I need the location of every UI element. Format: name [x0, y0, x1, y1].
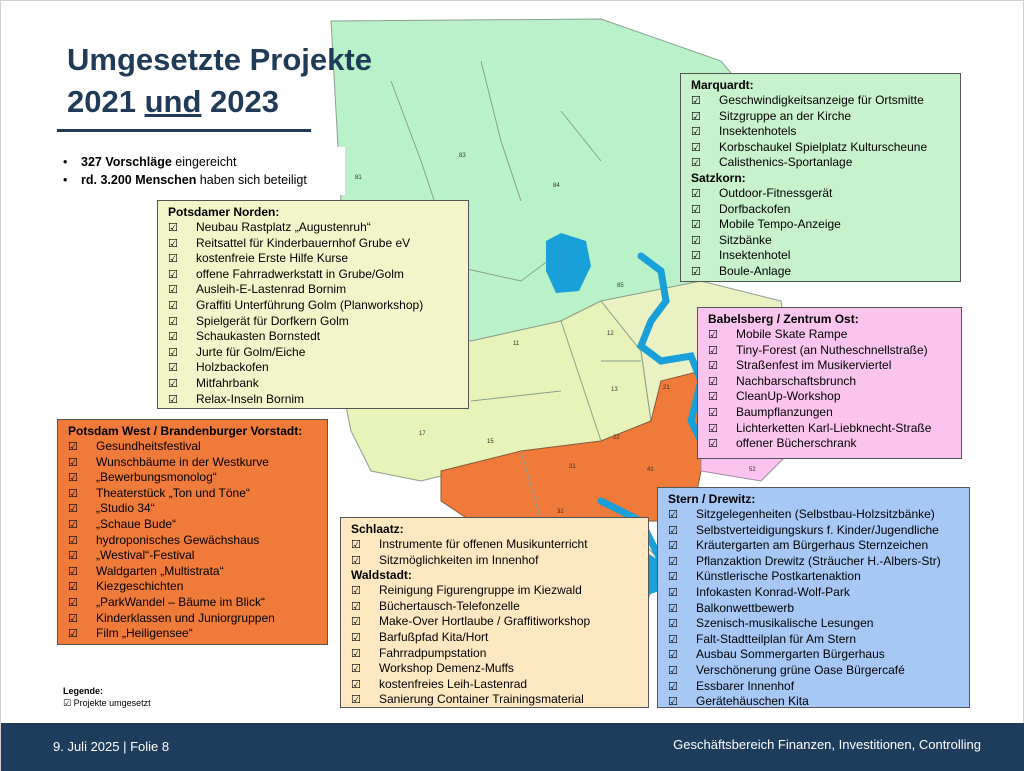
checkbox-icon: ☑ — [668, 648, 678, 662]
project-label: Reitsattel für Kinderbauernhof Grube eV — [196, 235, 411, 250]
project-item — [351, 692, 640, 708]
section-babelsberg — [697, 307, 962, 459]
project-item — [691, 264, 952, 280]
project-item — [708, 358, 953, 374]
checkbox-icon: ☑ — [68, 549, 78, 563]
page-title-line1: Umgesetzte Projekte — [67, 42, 372, 77]
project-label: Sitzgelegenheiten (Selbstbau-Holzsitzbänke) — [696, 507, 935, 521]
checkbox-icon: ☑ — [708, 328, 718, 341]
project-label: „ParkWandel – Bäume im Blick“ — [96, 594, 265, 609]
checkbox-icon: ☑ — [168, 345, 178, 359]
project-item — [168, 376, 460, 392]
checkbox-icon: ☑ — [168, 267, 178, 281]
project-label: Sitzgruppe an der Kirche — [719, 108, 852, 123]
checkbox-icon: ☑ — [68, 455, 78, 469]
project-item — [668, 616, 961, 632]
project-item — [708, 405, 953, 421]
checkbox-icon: ☑ — [351, 630, 361, 644]
project-label: Infokasten Konrad-Wolf-Park — [696, 584, 850, 599]
checkbox-icon: ☑ — [68, 471, 78, 485]
project-label: Theaterstück „Ton und Töne“ — [96, 485, 250, 500]
map-label: 15 — [487, 439, 494, 445]
project-list — [351, 537, 640, 568]
footer — [1, 723, 1024, 771]
section-heading: Waldstadt: — [351, 568, 412, 583]
project-item — [668, 679, 961, 695]
project-item — [68, 579, 319, 595]
project-item — [708, 436, 953, 452]
checkbox-icon: ☑ — [691, 140, 701, 154]
checkbox-icon: ☑ — [691, 233, 701, 247]
project-label: Korbschaukel Spielplatz Kulturscheune — [719, 139, 928, 154]
project-item — [168, 345, 460, 361]
map-label: 84 — [553, 183, 560, 189]
project-label: Barfußpfad Kita/Hort — [379, 629, 489, 644]
project-item — [668, 585, 961, 601]
checkbox-icon: ☑ — [708, 437, 718, 451]
project-item — [668, 663, 961, 679]
project-item — [351, 583, 640, 599]
project-item — [351, 537, 640, 553]
checkbox-icon: ☑ — [168, 298, 178, 312]
project-item — [168, 392, 460, 408]
project-label: Gesundheitsfestival — [96, 439, 201, 453]
project-list — [668, 507, 961, 710]
map-label: 21 — [663, 385, 670, 391]
project-item — [168, 298, 460, 314]
project-item — [68, 439, 319, 455]
checkbox-icon: ☑ — [668, 554, 678, 568]
checkbox-icon: ☑ — [351, 662, 361, 676]
project-label: Tiny-Forest (an Nutheschnellstraße) — [736, 342, 928, 357]
checkbox-icon: ☑ — [168, 252, 178, 266]
project-label: Essbarer Innenhof — [696, 678, 795, 693]
project-label: Pflanzaktion Drewitz (Sträucher H.-Albers-Str) — [696, 553, 941, 568]
project-label: Ausbau Sommergarten Bürgerhaus — [696, 647, 885, 662]
project-label: Insektenhotel — [719, 248, 791, 263]
project-item — [691, 202, 952, 218]
project-label: „Studio 34“ — [96, 501, 155, 516]
project-item — [168, 360, 460, 376]
project-label: „Westival“-Festival — [96, 548, 195, 563]
checkbox-icon: ☑ — [351, 677, 361, 691]
checkbox-icon: ☑ — [168, 330, 178, 344]
project-label: Sitzmöglichkeiten im Innenhof — [379, 552, 539, 567]
project-label: Dorfbackofen — [719, 201, 791, 216]
project-label: Mitfahrbank — [196, 375, 259, 390]
project-label: Insektenhotels — [719, 124, 797, 139]
project-list — [708, 327, 953, 452]
map-label: 83 — [459, 153, 466, 159]
project-list — [691, 186, 952, 280]
page-title-line2: 2021 und 2023 — [67, 84, 279, 119]
project-item — [168, 314, 460, 330]
page-title-underlined: und — [144, 84, 202, 119]
project-label: Selbstverteidigungskurs f. Kinder/Jugendliche — [696, 522, 939, 537]
section-heading: Babelsberg / Zentrum Ost: — [708, 312, 859, 326]
project-label: Kiezgeschichten — [96, 579, 184, 594]
section-heading: Stern / Drewitz: — [668, 492, 756, 506]
section-potsdamer-norden — [157, 200, 469, 409]
checkbox-icon: ☑ — [68, 533, 78, 547]
project-item — [351, 614, 640, 630]
map-label: 11 — [513, 341, 520, 347]
map-label: 52 — [749, 467, 756, 473]
project-label: offene Fahrradwerkstatt in Grube/Golm — [196, 266, 404, 281]
project-item — [351, 553, 640, 569]
checkbox-icon: ☑ — [691, 94, 701, 107]
checkbox-icon: ☑ — [68, 486, 78, 500]
checkbox-icon: ☑ — [708, 390, 718, 404]
project-item — [668, 601, 961, 617]
project-label: Outdoor-Fitnessgerät — [719, 185, 833, 200]
checkbox-icon: ☑ — [351, 538, 361, 551]
project-item — [351, 630, 640, 646]
project-item — [351, 599, 640, 615]
map-label: 12 — [607, 331, 614, 337]
checkbox-icon: ☑ — [168, 236, 178, 250]
project-item — [68, 455, 319, 471]
project-label: Straßenfest im Musikerviertel — [736, 358, 892, 373]
project-label: „Bewerbungsmonolog“ — [96, 470, 217, 485]
legend — [63, 685, 151, 710]
section-heading: Schlaatz: — [351, 522, 404, 536]
project-item — [708, 343, 953, 359]
footer-date-slide: 9. Juli 2025 | Folie 8 — [53, 739, 170, 754]
project-label: Make-Over Hortlaube / Graffitiworkshop — [379, 614, 591, 629]
checkbox-icon: ☑ — [68, 502, 78, 516]
project-item — [708, 327, 953, 343]
project-item — [691, 248, 952, 264]
project-item — [68, 564, 319, 580]
checkbox-icon: ☑ — [351, 599, 361, 613]
title-divider — [57, 129, 311, 132]
project-label: Fahrradpumpstation — [379, 645, 487, 660]
checkbox-icon: ☑ — [668, 695, 678, 709]
project-list — [168, 220, 460, 407]
project-item — [351, 646, 640, 662]
map-label: 85 — [617, 283, 624, 289]
project-item — [68, 533, 319, 549]
checkbox-icon: ☑ — [691, 109, 701, 123]
project-label: Ausleih-E-Lastenrad Bornim — [196, 282, 347, 297]
checkbox-icon: ☑ — [668, 508, 678, 521]
project-item — [668, 507, 961, 523]
project-item — [168, 267, 460, 283]
project-item — [68, 517, 319, 533]
project-item — [708, 421, 953, 437]
project-label: Gerätehäuschen Kita — [696, 694, 809, 709]
checkbox-icon: ☑ — [668, 679, 678, 693]
project-label: Büchertausch-Telefonzelle — [379, 598, 520, 613]
project-label: Spielgerät für Dorfkern Golm — [196, 313, 349, 328]
map-label: 81 — [355, 175, 362, 181]
project-label: Baumpflanzungen — [736, 404, 833, 419]
checkbox-icon: ☑ — [351, 693, 361, 707]
checkbox-icon: ☑ — [168, 392, 178, 406]
project-label: Calisthenics-Sportanlage — [719, 155, 853, 170]
checkbox-icon: ☑ — [708, 405, 718, 419]
project-item — [168, 329, 460, 345]
project-item — [691, 186, 952, 202]
project-label: Graffiti Unterführung Golm (Planworkshop) — [196, 297, 424, 312]
checkbox-icon: ☑ — [168, 221, 178, 234]
project-item — [168, 251, 460, 267]
project-label: Wunschbäume in der Westkurve — [96, 454, 269, 469]
project-label: Neubau Rastplatz „Augustenruh“ — [196, 220, 371, 234]
checkbox-icon: ☑ — [168, 314, 178, 328]
checkbox-icon: ☑ — [668, 570, 678, 584]
project-item — [668, 647, 961, 663]
project-item — [668, 632, 961, 648]
checkbox-icon: ☑ — [68, 517, 78, 531]
checkbox-icon: ☑ — [691, 156, 701, 170]
project-label: Workshop Demenz-Muffs — [379, 661, 514, 676]
stats-item: • rd. 3.200 Menschen haben sich beteiligt — [59, 171, 337, 189]
checkbox-icon: ☑ — [68, 564, 78, 578]
checkbox-icon: ☑ — [668, 617, 678, 631]
project-label: Relax-Inseln Bornim — [196, 391, 305, 406]
project-item — [691, 93, 952, 109]
checkbox-icon: ☑ — [668, 585, 678, 599]
checkbox-icon: ☑ — [668, 663, 678, 677]
map-label: 32 — [557, 509, 564, 515]
checkbox-icon: ☑ — [168, 376, 178, 390]
legend-title: Legende: — [63, 686, 104, 696]
section-potsdam-west — [57, 419, 328, 645]
project-item — [68, 486, 319, 502]
project-item — [691, 217, 952, 233]
map-label: 31 — [569, 464, 576, 470]
section-heading: Marquardt: — [691, 78, 754, 92]
checkbox-icon: ☑ — [708, 374, 718, 388]
project-item — [691, 140, 952, 156]
checkbox-icon: ☑ — [668, 523, 678, 537]
checkbox-icon: ☑ — [708, 343, 718, 357]
project-list — [351, 583, 640, 708]
section-marquardt-satzkorn — [680, 73, 961, 282]
project-label: offener Bücherschrank — [736, 436, 857, 451]
project-item — [691, 233, 952, 249]
project-label: Mobile Tempo-Anzeige — [719, 217, 841, 232]
section-heading: Satzkorn: — [691, 170, 746, 185]
map-label: 41 — [647, 467, 654, 473]
project-list — [68, 439, 319, 642]
project-label: Boule-Anlage — [719, 263, 792, 278]
project-label: Falt-Stadtteilplan für Am Stern — [696, 631, 857, 646]
project-item — [668, 694, 961, 710]
stats-item: • 327 Vorschläge eingereicht — [59, 153, 337, 171]
project-label: CleanUp-Workshop — [736, 389, 841, 404]
project-item — [691, 124, 952, 140]
project-item — [68, 548, 319, 564]
footer-department: Geschäftsbereich Finanzen, Investitionen, Controlling — [673, 737, 981, 752]
project-label: hydroponisches Gewächshaus — [96, 532, 260, 547]
legend-item: ☑ Projekte umgesetzt — [63, 698, 151, 709]
project-list — [691, 93, 952, 171]
project-label: Sanierung Container Trainingsmaterial — [379, 692, 584, 707]
checkbox-icon: ☑ — [708, 359, 718, 373]
checkbox-icon: ☑ — [68, 580, 78, 594]
checkbox-icon: ☑ — [691, 218, 701, 232]
project-label: Verschönerung grüne Oase Bürgercafé — [696, 662, 905, 677]
project-label: Szenisch-musikalische Lesungen — [696, 616, 874, 631]
project-label: Holzbackofen — [196, 360, 269, 375]
project-item — [351, 677, 640, 693]
project-item — [668, 554, 961, 570]
project-item — [708, 374, 953, 390]
checkbox-icon: ☑ — [668, 601, 678, 615]
checkbox-icon: ☑ — [691, 186, 701, 200]
checkbox-icon: ☑ — [168, 361, 178, 375]
project-item — [68, 626, 319, 642]
project-label: Mobile Skate Rampe — [736, 327, 848, 341]
project-item — [668, 523, 961, 539]
checkbox-icon: ☑ — [351, 584, 361, 598]
stats-list — [53, 147, 345, 195]
checkbox-icon: ☑ — [68, 627, 78, 641]
map-label: 22 — [613, 435, 620, 441]
checkbox-icon: ☑ — [351, 553, 361, 567]
project-label: Film „Heiligensee“ — [96, 626, 193, 641]
project-label: Künstlerische Postkartenaktion — [696, 569, 861, 584]
project-label: Balkonwettbewerb — [696, 600, 795, 615]
project-item — [168, 282, 460, 298]
project-label: Schaukasten Bornstedt — [196, 329, 321, 344]
project-item — [68, 611, 319, 627]
project-label: kostenfreie Erste Hilfe Kurse — [196, 251, 349, 266]
section-schlaatz-waldstadt — [340, 517, 649, 708]
checkbox-icon: ☑ — [351, 615, 361, 629]
project-label: Kinderklassen und Juniorgruppen — [96, 610, 275, 625]
project-item — [68, 470, 319, 486]
project-label: Geschwindigkeitsanzeige für Ortsmitte — [719, 93, 924, 107]
project-item — [691, 109, 952, 125]
project-label: „Schaue Bude“ — [96, 516, 177, 531]
project-label: Kräutergarten am Bürgerhaus Sternzeichen — [696, 538, 929, 553]
checkbox-icon: ☑ — [351, 646, 361, 660]
project-item — [351, 661, 640, 677]
page-title — [67, 39, 372, 123]
checkbox-icon: ☑ — [668, 632, 678, 646]
checkbox-icon: ☑ — [691, 202, 701, 216]
checkbox-icon: ☑ — [708, 421, 718, 435]
project-label: Nachbarschaftsbrunch — [736, 373, 857, 388]
checkbox-icon: ☑ — [68, 440, 78, 453]
map-label: 17 — [419, 431, 426, 437]
checkbox-icon: ☑ — [68, 595, 78, 609]
project-label: Reinigung Figurengruppe im Kiezwald — [379, 583, 582, 598]
section-stern-drewitz — [657, 487, 970, 708]
project-item — [708, 389, 953, 405]
project-label: Jurte für Golm/Eiche — [196, 344, 306, 359]
checkbox-icon: ☑ — [63, 699, 72, 709]
project-label: Lichterketten Karl-Liebknecht-Straße — [736, 420, 932, 435]
project-item — [168, 236, 460, 252]
section-heading: Potsdam West / Brandenburger Vorstadt: — [68, 424, 303, 438]
project-label: kostenfreies Leih-Lastenrad — [379, 676, 528, 691]
checkbox-icon: ☑ — [168, 283, 178, 297]
checkbox-icon: ☑ — [668, 539, 678, 553]
section-heading: Potsdamer Norden: — [168, 205, 280, 219]
map-label: 13 — [611, 387, 618, 393]
project-item — [168, 220, 460, 236]
checkbox-icon: ☑ — [68, 611, 78, 625]
project-item — [668, 569, 961, 585]
project-item — [68, 595, 319, 611]
checkbox-icon: ☑ — [691, 264, 701, 278]
project-label: Sitzbänke — [719, 232, 772, 247]
project-label: Waldgarten „Multistrata“ — [96, 563, 224, 578]
project-item — [668, 538, 961, 554]
checkbox-icon: ☑ — [691, 125, 701, 139]
project-item — [68, 501, 319, 517]
project-item — [691, 155, 952, 171]
project-label: Instrumente für offenen Musikunterricht — [379, 537, 588, 551]
checkbox-icon: ☑ — [691, 249, 701, 263]
